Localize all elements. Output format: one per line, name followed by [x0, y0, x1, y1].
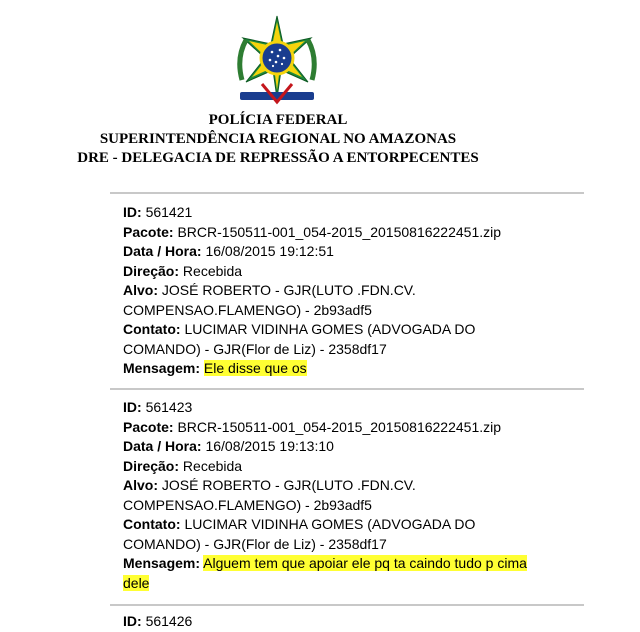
field-mensagem	[123, 554, 583, 574]
value-contato-line-1: LUCIMAR VIDINHA GOMES (ADVOGADA DO	[184, 516, 476, 532]
field-pacote	[123, 418, 583, 438]
label-contato: Contato:	[123, 321, 181, 337]
label-pacote: Pacote:	[123, 223, 174, 240]
value-mensagem-highlighted: Alguem tem que apoiar ele pq ta caindo tudo p cima	[203, 555, 527, 571]
brasao-seal-icon	[232, 14, 322, 106]
label-alvo: Alvo:	[123, 282, 158, 298]
label-mensagem: Mensagem:	[123, 555, 201, 571]
field-alvo	[123, 476, 583, 496]
value-id: 561421	[145, 204, 193, 220]
header-line-2: SUPERINTENDÊNCIA REGIONAL NO AMAZONAS	[99, 131, 457, 147]
document-header	[0, 111, 556, 168]
value-id: 561423	[145, 399, 193, 415]
record-entry	[123, 203, 583, 379]
value-alvo-line-1: JOSÉ ROBERTO - GJR(LUTO .FDN.CV.	[161, 477, 416, 493]
field-contato	[123, 320, 583, 340]
seal-ribbon	[240, 92, 314, 100]
header-line-3: DRE - DELEGACIA DE REPRESSÃO A ENTORPECENTES	[77, 150, 479, 166]
value-data-hora: 16/08/2015 19:12:51	[205, 243, 334, 259]
value-direcao: Recebida	[182, 457, 243, 474]
value-pacote: BRCR-150511-001_054-2015_20150816222451.zip	[177, 223, 502, 240]
record-divider	[110, 388, 584, 390]
value-alvo-line-1: JOSÉ ROBERTO - GJR(LUTO .FDN.CV.	[161, 282, 416, 298]
partial-record-id	[123, 612, 192, 632]
record-divider	[110, 192, 584, 194]
label-direcao: Direção:	[123, 262, 180, 279]
value-alvo-line-2: COMPENSAO.FLAMENGO) - 2b93adf5	[123, 496, 372, 513]
record-divider	[110, 604, 584, 606]
value-mensagem-highlighted: Ele disse que os	[203, 360, 307, 376]
field-id	[123, 398, 583, 418]
label-direcao: Direção:	[123, 457, 180, 474]
value-contato-line-2: COMANDO) - GJR(Flor de Liz) - 2358df17	[123, 535, 387, 552]
value-contato-line-2: COMANDO) - GJR(Flor de Liz) - 2358df17	[123, 340, 387, 357]
label-pacote: Pacote:	[123, 418, 174, 435]
header-line-1: POLÍCIA FEDERAL	[208, 112, 348, 128]
record-entry	[123, 398, 583, 593]
seal-blue-disc	[261, 42, 293, 74]
field-pacote	[123, 223, 583, 243]
label-alvo: Alvo:	[123, 477, 158, 493]
field-mensagem	[123, 359, 583, 379]
label-contato: Contato:	[123, 516, 181, 532]
value-id: 561426	[145, 613, 193, 629]
field-direcao	[123, 457, 583, 477]
value-data-hora: 16/08/2015 19:13:10	[205, 438, 334, 454]
value-alvo-line-2: COMPENSAO.FLAMENGO) - 2b93adf5	[123, 301, 372, 318]
value-mensagem-line-2	[123, 574, 583, 594]
label-mensagem: Mensagem:	[123, 360, 201, 376]
label-id: ID:	[123, 204, 142, 220]
label-data-hora: Data / Hora:	[123, 438, 202, 454]
field-data-hora	[123, 242, 583, 262]
label-id: ID:	[123, 613, 142, 629]
field-direcao	[123, 262, 583, 282]
field-alvo	[123, 281, 583, 301]
field-data-hora	[123, 437, 583, 457]
field-id	[123, 203, 583, 223]
value-direcao: Recebida	[182, 262, 243, 279]
value-contato-line-1: LUCIMAR VIDINHA GOMES (ADVOGADA DO	[184, 321, 476, 337]
label-id: ID:	[123, 399, 142, 415]
label-data-hora: Data / Hora:	[123, 243, 202, 259]
field-contato	[123, 515, 583, 535]
value-mensagem-highlighted: dele	[123, 574, 150, 591]
value-pacote: BRCR-150511-001_054-2015_20150816222451.zip	[177, 418, 502, 435]
